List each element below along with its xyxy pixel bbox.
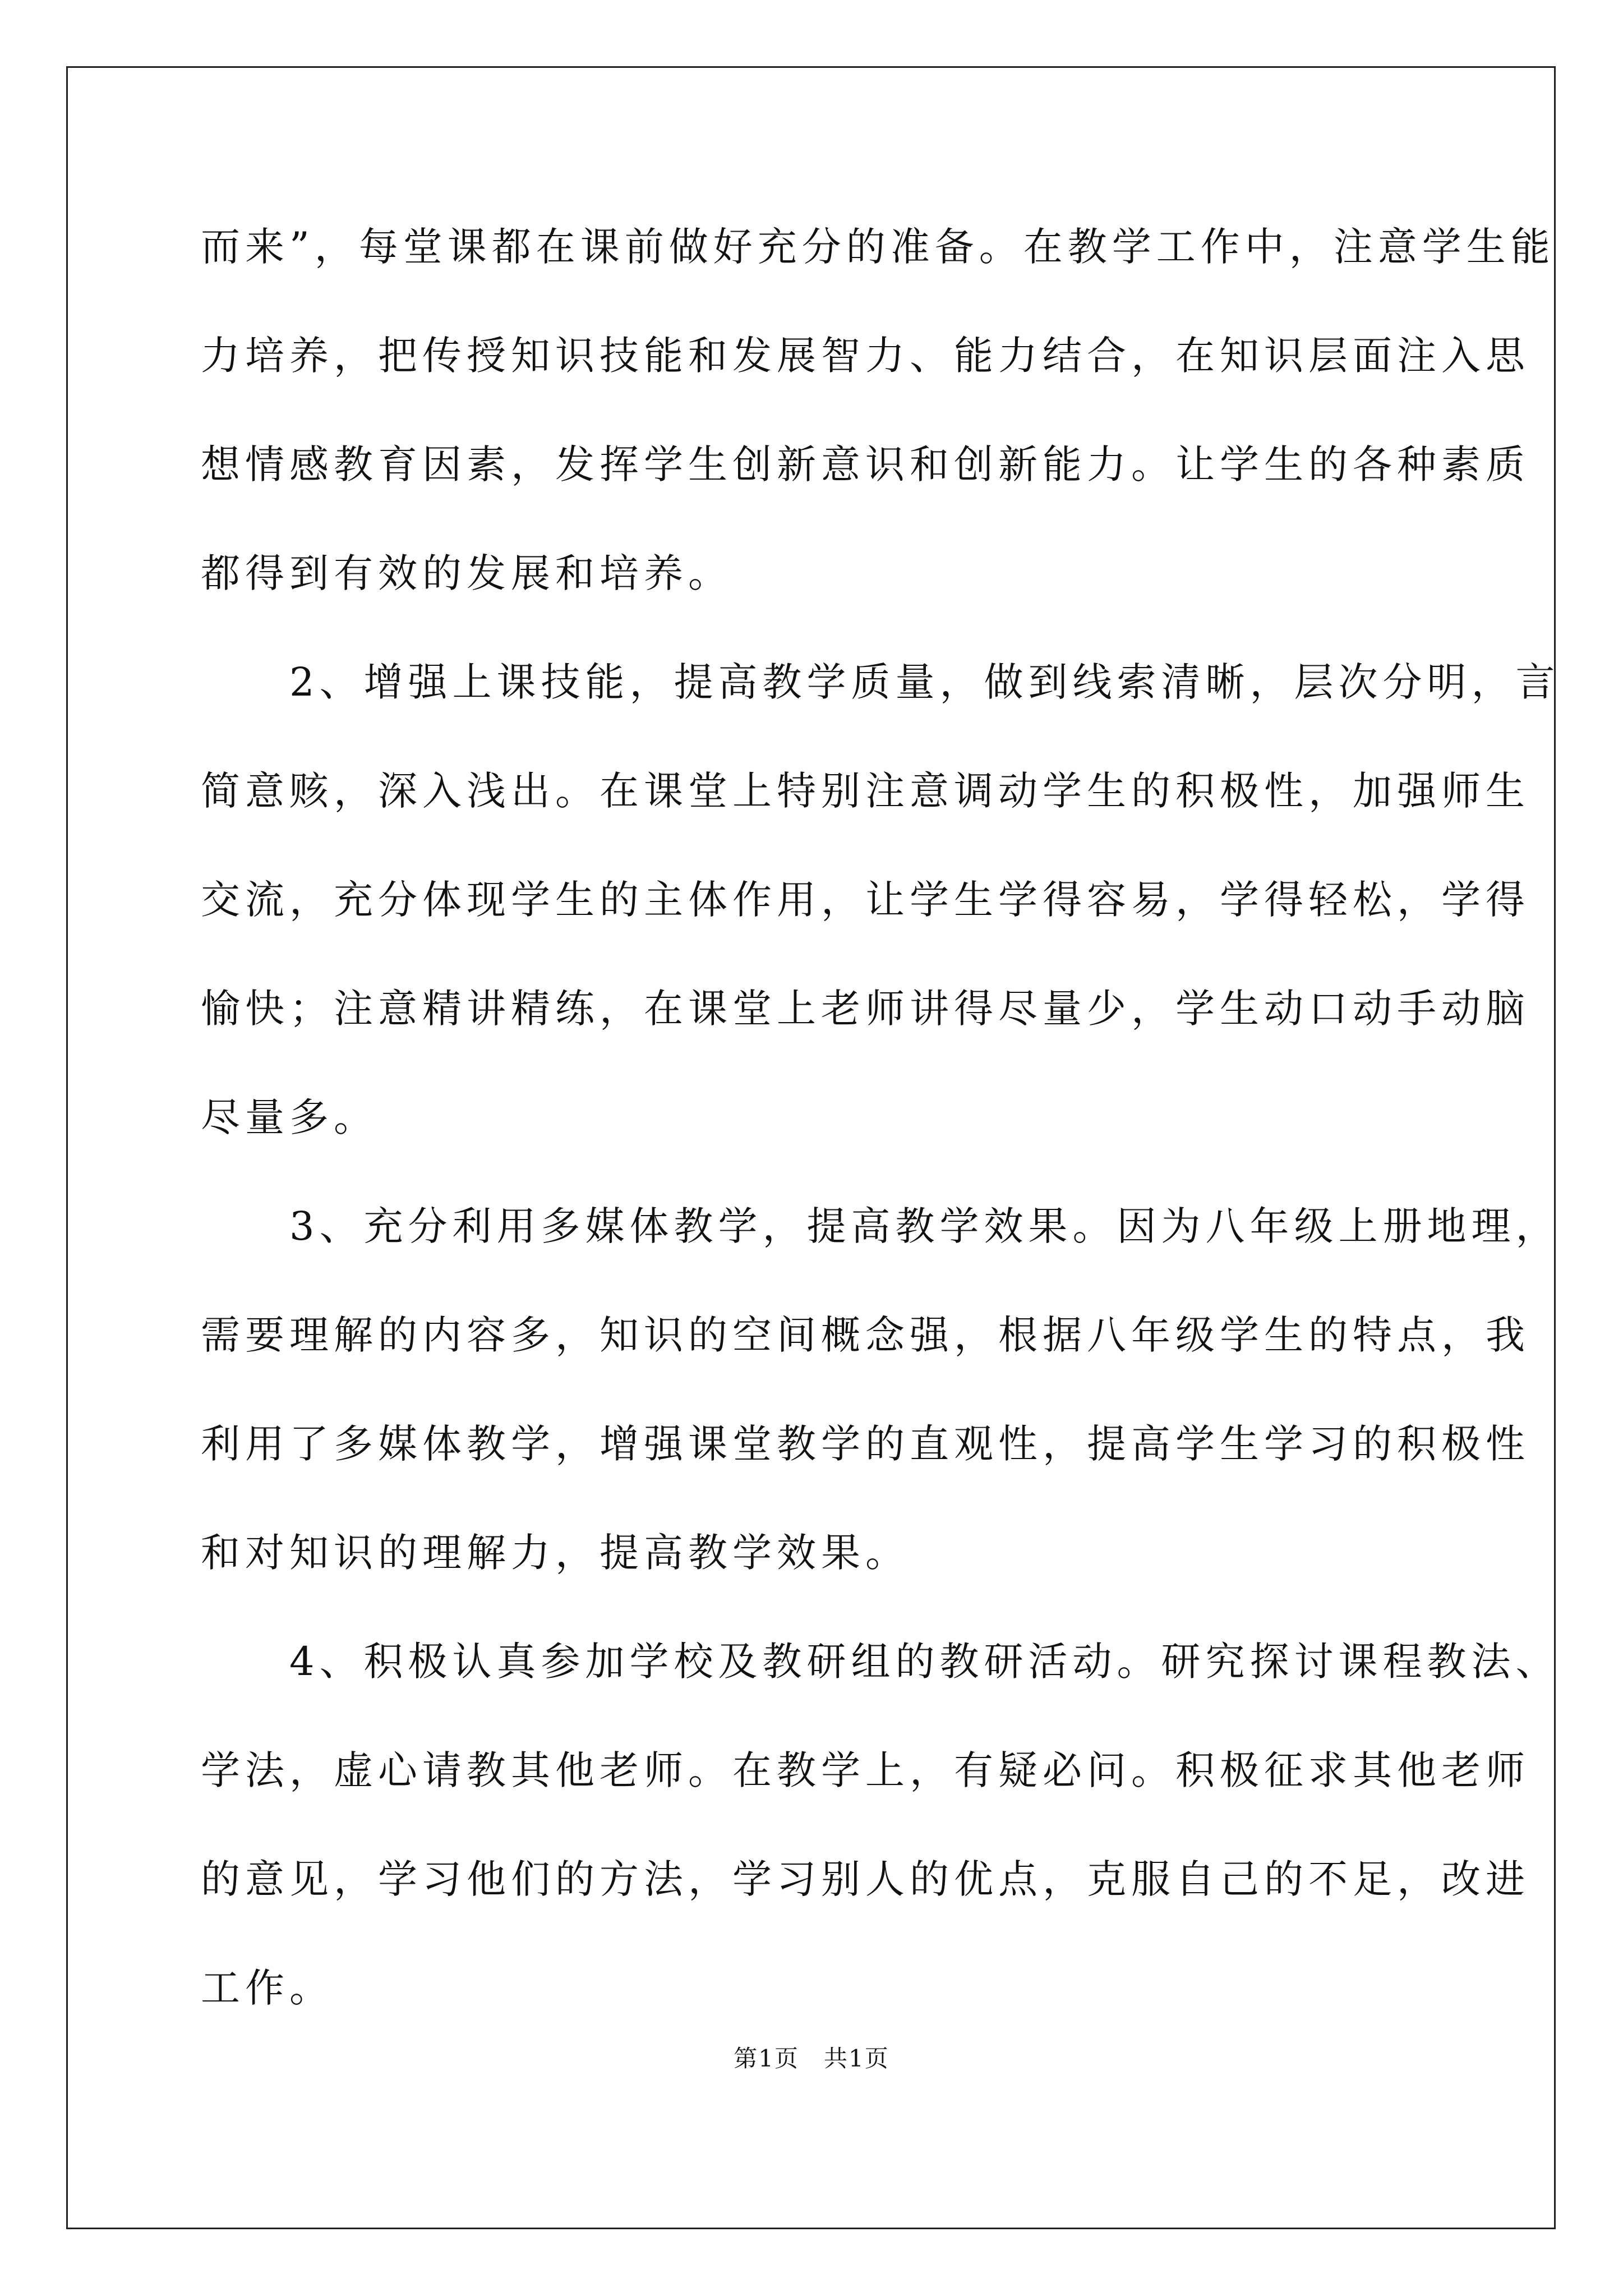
paragraph-line: 交流，充分体现学生的主体作用，让学生学得容易，学得轻松，学得 <box>201 877 1530 923</box>
paragraph-line: 愉快；注意精讲精练，在课堂上老师讲得尽量少，学生动口动手动脑 <box>201 986 1530 1032</box>
paragraph-line: 尽量多。 <box>201 1094 378 1140</box>
paragraph-line: 和对知识的理解力，提高教学效果。 <box>201 1530 910 1576</box>
paragraph-line: 学法，虚心请教其他老师。在教学上，有疑必问。积极征求其他老师 <box>201 1747 1530 1793</box>
paragraph-line: 力培养，把传授知识技能和发展智力、能力结合，在知识层面注入思 <box>201 333 1530 379</box>
paragraph-line: 而来”，每堂课都在课前做好充分的准备。在教学工作中，注意学生能 <box>201 224 1555 270</box>
paragraph-line: 2、增强上课技能，提高教学质量，做到线索清晰，层次分明，言 <box>201 659 1560 705</box>
paragraph-line: 3、充分利用多媒体教学，提高教学效果。因为八年级上册地理， <box>201 1203 1560 1249</box>
paragraph-line: 都得到有效的发展和培养。 <box>201 550 732 596</box>
paragraph-line: 简意赅，深入浅出。在课堂上特别注意调动学生的积极性，加强师生 <box>201 768 1530 814</box>
paragraph-line: 4、积极认真参加学校及教研组的教研活动。研究探讨课程教法、 <box>201 1639 1560 1685</box>
paragraph-line: 想情感教育因素，发挥学生创新意识和创新能力。让学生的各种素质 <box>201 441 1530 487</box>
paragraph-line: 工作。 <box>201 1965 334 2011</box>
paragraph-line: 需要理解的内容多，知识的空间概念强，根据八年级学生的特点，我 <box>201 1312 1530 1358</box>
paragraph-line: 利用了多媒体教学，增强课堂教学的直观性，提高学生学习的积极性 <box>201 1421 1530 1467</box>
paragraph-line: 的意见，学习他们的方法，学习别人的优点，克服自己的不足，改进 <box>201 1856 1530 1902</box>
page-number-footer: 第1页 共1页 <box>734 2045 889 2072</box>
